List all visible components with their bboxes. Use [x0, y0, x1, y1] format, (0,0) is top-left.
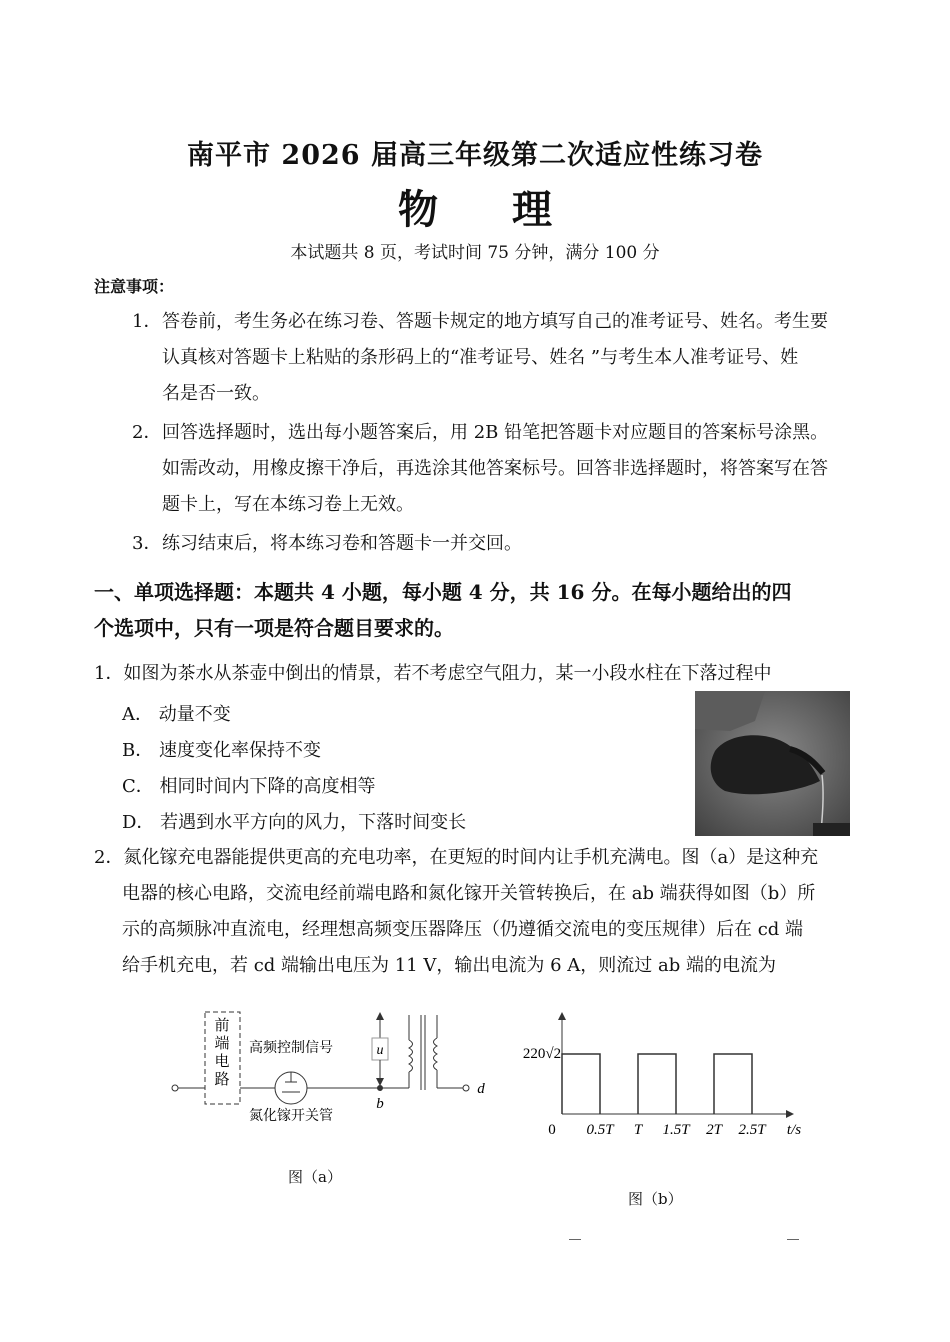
- d-label: d: [477, 1081, 485, 1097]
- divider-mark: [787, 1239, 799, 1240]
- exam-title: 南平市 2026 届高三年级第二次适应性练习卷: [187, 140, 763, 171]
- notice-item-3: [162, 526, 862, 562]
- notice-line: 练习结束后，将本练习卷和答题卡一并交回。: [162, 533, 522, 554]
- signal-label: 高频控制信号: [249, 1041, 333, 1056]
- q2-stem: [94, 840, 874, 984]
- teapot-photo: [695, 691, 850, 836]
- notice-line: 答卷前，考生务必在练习卷、答题卡规定的地方填写自己的准考证号、姓名。考生要: [162, 311, 828, 332]
- circuit-diagram: [165, 1010, 500, 1135]
- q2-line: 示的高频脉冲直流电，经理想高频变压器降压（仍遵循交流电的变压规律）后在 cd 端: [122, 919, 804, 940]
- divider-mark: [569, 1239, 581, 1240]
- x-tick-label: 2.5T: [738, 1122, 766, 1138]
- switch-label: 氮化镓开关管: [249, 1109, 333, 1124]
- front-circuit-label: 端: [214, 1036, 230, 1052]
- terminal-d: [463, 1085, 469, 1091]
- figure-a-caption: 图（a）: [288, 1168, 342, 1186]
- terminal-a: [172, 1085, 178, 1091]
- x-tick-label: 2T: [706, 1122, 722, 1138]
- origin-label: 0: [548, 1122, 556, 1138]
- notice-item-2: [162, 415, 862, 523]
- notice-item-number: 3．: [132, 533, 162, 554]
- notice-line: 认真核对答题卡上粘贴的条形码上的“准考证号、姓名 ”与考生本人准考证号、姓: [162, 347, 799, 368]
- section-line: 个选项中，只有一项是符合题目要求的。: [94, 616, 454, 640]
- pulse-chart: [500, 1008, 810, 1143]
- q1-option-b: B． 速度变化率保持不变: [122, 740, 321, 761]
- figure-b-caption: 图（b）: [628, 1190, 683, 1208]
- q2-line: 2．氮化镓充电器能提供更高的充电功率，在更短的时间内让手机充满电。图（a）是这种充: [94, 847, 819, 868]
- pulse-segment: [562, 1054, 600, 1114]
- b-label: b: [376, 1096, 384, 1112]
- x-tick-label: T: [633, 1122, 643, 1138]
- exam-info: 本试题共 8 页，考试时间 75 分钟，满分 100 分: [290, 243, 660, 263]
- notice-line: 题卡上，写在本练习卷上无效。: [162, 494, 414, 515]
- x-tick-label: 0.5T: [586, 1122, 614, 1138]
- q1-stem: 1．如图为茶水从茶壶中倒出的情景，若不考虑空气阻力，某一小段水柱在下落过程中: [94, 663, 772, 684]
- q2-line: 电器的核心电路，交流电经前端电路和氮化镓开关管转换后，在 ab 端获得如图（b）所: [122, 883, 816, 904]
- pulse-segment: [714, 1054, 752, 1114]
- q2-line: 给手机充电，若 cd 端输出电压为 11 V，输出电流为 6 A，则流过 ab 端的电流为: [122, 955, 776, 976]
- notice-item-1: [162, 304, 862, 412]
- notice-line: 回答选择题时，选出每小题答案后，用 2B 铅笔把答题卡对应题目的答案标号涂黑。: [162, 422, 829, 443]
- pulse-segment: [638, 1054, 676, 1114]
- front-circuit-label: 路: [214, 1072, 230, 1088]
- front-circuit-label: 前: [214, 1018, 230, 1034]
- node-b: [377, 1085, 383, 1091]
- q1-option-d: D． 若遇到水平方向的风力，下落时间变长: [122, 812, 467, 833]
- front-circuit-label: 电: [214, 1054, 230, 1070]
- section-heading: [94, 574, 854, 646]
- y-tick-label: 220√2: [522, 1046, 562, 1062]
- x-axis-unit: t/s: [786, 1122, 802, 1138]
- u-label: u: [376, 1043, 384, 1058]
- notice-line: 名是否一致。: [162, 383, 270, 404]
- notice-item-number: 1．: [132, 311, 162, 332]
- subject-title: 物 理: [398, 186, 582, 233]
- notice-line: 如需改动，用橡皮擦干净后，再选涂其他答案标号。回答非选择题时，将答案写在答: [162, 458, 828, 479]
- section-line: 一、单项选择题：本题共 4 小题，每小题 4 分，共 16 分。在每小题给出的四: [94, 580, 792, 604]
- q1-option-c: C． 相同时间内下降的高度相等: [122, 776, 376, 797]
- notice-heading: 注意事项：: [94, 277, 175, 296]
- notice-item-number: 2．: [132, 422, 162, 443]
- x-tick-label: 1.5T: [662, 1122, 690, 1138]
- q1-option-a: A． 动量不变: [122, 704, 231, 725]
